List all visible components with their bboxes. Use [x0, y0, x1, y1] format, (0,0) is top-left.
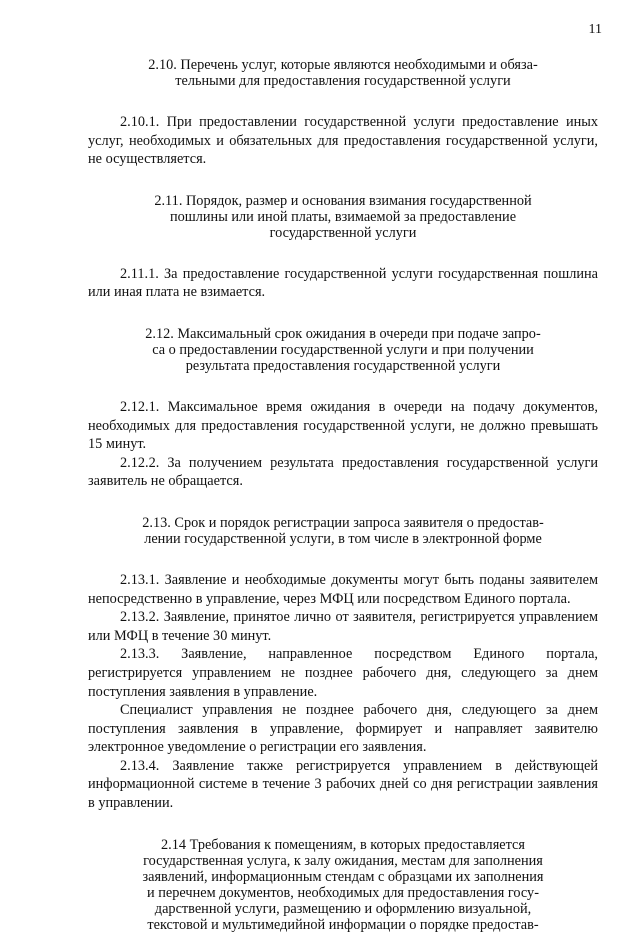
section-heading	[88, 193, 598, 241]
spacer	[88, 374, 598, 398]
heading-line: и перечнем документов, необходимых для предоставления госу-	[147, 884, 539, 901]
spacer	[88, 302, 598, 326]
paragraph: 2.13.2. Заявление, принятое лично от заявителя, регистрируется управлением или МФЦ в течение 30 минут.	[88, 609, 598, 644]
spacer	[88, 547, 598, 571]
heading-line: 2.13. Срок и порядок регистрации запроса заявителя о предостав-	[142, 514, 544, 531]
page-number: 11	[588, 22, 602, 37]
heading-line: государственной услуги	[269, 224, 417, 241]
paragraph: 2.12.2. За получением результата предоставления государственной услуги заявитель не обращается.	[88, 454, 598, 490]
heading-line: 2.14 Требования к помещениям, в которых предоставляется	[161, 836, 525, 853]
heading-line: 2.12. Максимальный срок ожидания в очереди при подаче запро-	[145, 325, 541, 342]
heading-line: пошлины или иной платы, взимаемой за предоставление	[169, 208, 517, 225]
spacer	[88, 89, 598, 113]
heading-line: тельными для предоставления государственной услуги	[175, 73, 511, 89]
heading-line: 2.10. Перечень услуг, которые являются необходимыми и обяза-	[148, 57, 538, 73]
paragraph: 2.11.1. За предоставление государственной услуги государственная пошлина или иная плата не взимается.	[88, 265, 598, 301]
spacer	[88, 241, 598, 265]
section-heading	[88, 326, 598, 374]
paragraph: 2.12.1. Максимальное время ожидания в очереди на подачу документов, необходимых для предоставления государственной услуги, не должно превышать 15 минут.	[88, 398, 598, 453]
paragraph: 2.13.1. Заявление и необходимые документы могут быть поданы заявителем непосредственно в управление, через МФЦ или посредством Единого портала.	[88, 571, 598, 607]
heading-line: заявлений, информационным стендам с образцами их заполнения	[142, 868, 544, 885]
paragraph: 2.10.1. При предоставлении государственной услуги предоставление иных услуг, необходимых и обязательных для предоставления государственной услуги, не осуществляется.	[88, 114, 598, 168]
spacer	[88, 491, 598, 515]
section-heading	[88, 57, 598, 89]
section-heading	[88, 515, 598, 547]
paragraph: Специалист управления не позднее рабочего дня, следующего за днем поступления заявления в управление, формирует и направляет заявителю электронное уведомление о регистрации его заявления.	[88, 702, 598, 756]
heading-line: государственная услуга, к залу ожидания, местам для заполнения	[143, 852, 543, 869]
heading-line: лении государственной услуги, в том числе в электронной форме	[144, 530, 542, 547]
paragraph: 2.13.3. Заявление, направленное посредством Единого портала, регистрируется управлением не позднее рабочего дня, следующего за днем поступления заявления в управление.	[88, 646, 598, 700]
spacer	[88, 813, 598, 837]
heading-line: 2.11. Порядок, размер и основания взимания государственной	[154, 192, 532, 209]
section-heading	[88, 837, 598, 933]
paragraph: 2.13.4. Заявление также регистрируется управлением в действующей информационной системе в течение 3 рабочих дней со дня регистрации заявления в управлении.	[88, 757, 598, 812]
spacer	[88, 169, 598, 193]
heading-line: дарственной услуги, размещению и оформлению визуальной,	[154, 900, 532, 917]
heading-line: результата предоставления государственной услуги	[185, 357, 501, 374]
heading-line: са о предоставлении государственной услуги и при получении	[152, 341, 534, 358]
document-body	[88, 57, 598, 933]
heading-line: текстовой и мультимедийной информации о порядке предостав-	[147, 916, 539, 933]
